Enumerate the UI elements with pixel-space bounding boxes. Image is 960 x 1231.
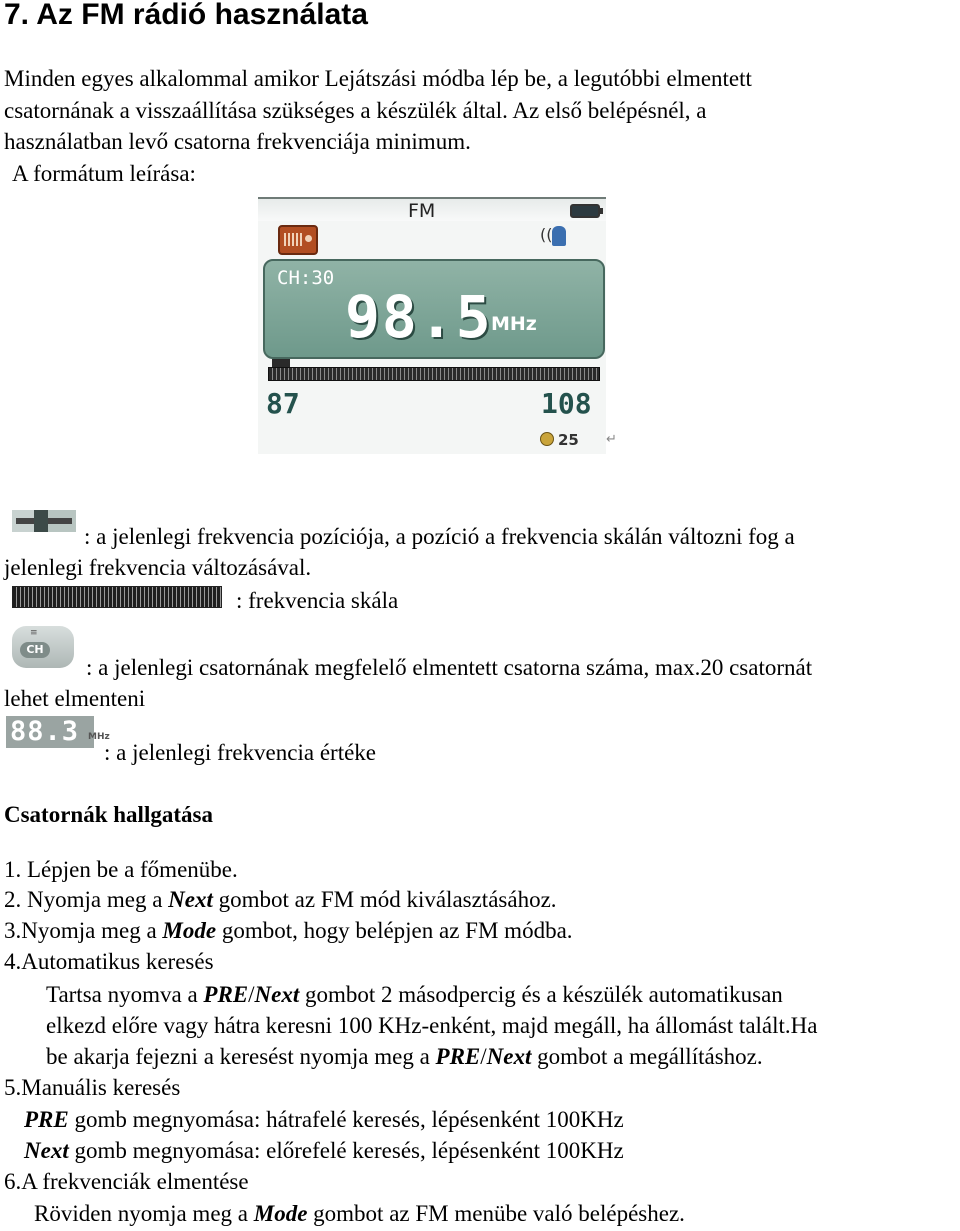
step-2-text-a: 2. Nyomja meg a [4, 887, 169, 912]
step-6-l1-c: gombot az FM menübe való belépéshez. [307, 1201, 685, 1226]
step-4-l1-e: gombot 2 másodpercig és a készülék automatikusan [299, 982, 783, 1007]
step-4-l3-pre: PRE [435, 1044, 481, 1069]
antenna-dish-icon [552, 226, 566, 246]
step-3-key: Mode [162, 918, 217, 943]
frequency-value-icon [6, 716, 94, 748]
step-4-l3-a: be akarja fejezni a keresést nyomja meg a [46, 1044, 436, 1069]
intro-line-1: Minden egyes alkalommal amikor Lejátszási módba lép be, a legutóbbi elmentett [4, 66, 752, 91]
legend-channel-line-1: : a jelenlegi csatornának megfelelő elmentett csatorna száma, max.20 csatornát [86, 655, 813, 680]
step-4-l3-next: Next [486, 1044, 532, 1069]
step-2 [4, 885, 557, 915]
step-4-line-3 [46, 1042, 763, 1072]
step-5-line-2 [24, 1136, 624, 1166]
frequency-icon-value: 88.3 [10, 716, 80, 747]
step-6-l1-a: Röviden nyomja meg a [34, 1201, 254, 1226]
step-1: 1. Lépjen be a főmenübe. [4, 857, 238, 882]
step-4-line-2: elkezd előre vagy hátra keresni 100 KHz-enként, majd megáll, ha állomást talált.Ha [46, 1013, 818, 1038]
frequency-icon-unit: MHz [88, 732, 110, 742]
channel-icon-top: ≡ [30, 628, 38, 638]
volume-icon [540, 432, 554, 446]
radio-knob [305, 235, 312, 242]
step-5-line-1 [24, 1105, 624, 1135]
return-mark: ↵ [606, 432, 617, 447]
range-min: 87 [266, 387, 300, 420]
step-5-l1-text: gomb megnyomása: hátrafelé keresés, lépésenként 100KHz [68, 1107, 624, 1132]
position-flag [34, 510, 48, 532]
screen-mode-title: FM [408, 200, 436, 222]
step-6: 6.A frekvenciák elmentése [4, 1169, 249, 1194]
signal-icon: (( [540, 225, 566, 246]
frequency-position-marker [272, 359, 290, 367]
position-marker-icon [12, 510, 76, 532]
step-4-l1-next: Next [254, 982, 300, 1007]
range-max: 108 [541, 387, 592, 420]
battery-icon [570, 204, 600, 218]
legend-position-line-2: jelenlegi frekvencia változásával. [4, 555, 312, 580]
channel-icon-label: CH [20, 642, 50, 658]
step-4-l1-a: Tartsa nyomva a [46, 982, 204, 1007]
channel-readout: CH:30 [277, 267, 335, 289]
legend-scale: : frekvencia skála [236, 588, 399, 613]
step-2-key: Next [168, 887, 213, 912]
step-2-text-c: gombot az FM mód kiválasztásához. [212, 887, 557, 912]
frequency-scale-icon [12, 586, 222, 608]
step-5: 5.Manuális keresés [4, 1075, 181, 1100]
step-6-l1-mode: Mode [253, 1201, 308, 1226]
step-4-l1-slash: / [248, 982, 255, 1007]
step-4-l3-e: gombot a megállításhoz. [531, 1044, 763, 1069]
frequency-scale [268, 367, 600, 381]
step-5-l2-next: Next [24, 1138, 69, 1163]
step-4: 4.Automatikus keresés [4, 949, 214, 974]
step-6-line-1 [34, 1199, 685, 1229]
fm-screen-figure [258, 197, 617, 454]
volume-indicator [540, 431, 579, 449]
legend-channel-line-2: lehet elmenteni [4, 686, 146, 711]
step-5-l1-pre: PRE [24, 1107, 69, 1132]
step-4-line-1 [46, 980, 783, 1010]
volume-value: 25 [558, 431, 579, 449]
step-4-l1-pre: PRE [203, 982, 249, 1007]
legend-position-line-1: : a jelenlegi frekvencia pozíciója, a pozíció a frekvencia skálán változni fog a [84, 524, 795, 549]
step-4-l3-slash: / [480, 1044, 487, 1069]
step-5-l2-text: gomb megnyomása: előrefelé keresés, lépésenként 100KHz [68, 1138, 624, 1163]
step-3-text-a: 3.Nyomja meg a [4, 918, 163, 943]
frequency-readout: 98.5 [345, 283, 493, 351]
legend-frequency: : a jelenlegi frekvencia értéke [104, 740, 377, 765]
radio-icon [278, 225, 318, 255]
frequency-panel [263, 259, 605, 359]
section-title: Csatornák hallgatása [4, 802, 213, 827]
radio-grill [284, 233, 302, 246]
channel-icon [12, 626, 74, 668]
intro-line-3: használatban levő csatorna frekvenciája minimum. [4, 129, 471, 154]
page-title: 7. Az FM rádió használata [4, 0, 368, 31]
intro-line-4: A formátum leírása: [12, 161, 196, 186]
step-3-text-c: gombot, hogy belépjen az FM módba. [216, 918, 573, 943]
frequency-unit: MHz [491, 313, 537, 335]
step-3 [4, 916, 573, 946]
intro-line-2: csatornának a visszaállítása szükséges a készülék által. Az első belépésnél, a [4, 98, 707, 123]
